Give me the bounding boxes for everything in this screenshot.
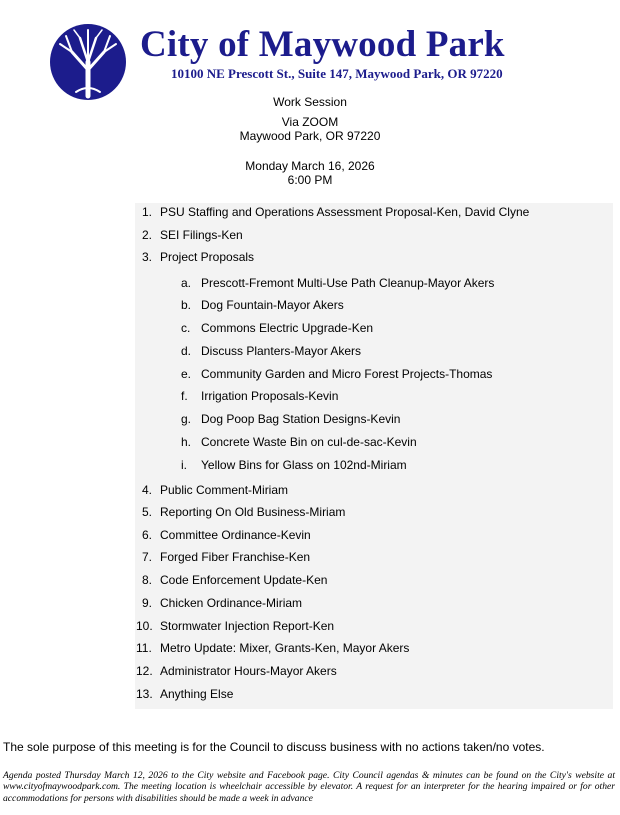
meeting-purpose: The sole purpose of this meeting is for the Council to discuss business with no actions taken/no votes. bbox=[3, 740, 545, 754]
agenda-item-number: 10. bbox=[136, 619, 153, 633]
agenda-item-text: Project Proposals bbox=[160, 250, 255, 264]
agenda-item-text: Forged Fiber Franchise-Ken bbox=[160, 550, 311, 564]
city-name: City of Maywood Park bbox=[140, 24, 505, 65]
agenda-item-number: 9. bbox=[142, 596, 153, 610]
agenda-subitem-text: Dog Fountain-Mayor Akers bbox=[201, 298, 344, 312]
agenda-subitem-text: Yellow Bins for Glass on 102nd-Miriam bbox=[201, 458, 407, 472]
tree-logo-icon bbox=[46, 22, 130, 102]
meeting-location: Maywood Park, OR 97220 bbox=[239, 129, 381, 143]
agenda-item-text: Committee Ordinance-Kevin bbox=[160, 528, 311, 542]
agenda-item-text: Public Comment-Miriam bbox=[160, 483, 289, 497]
agenda-subitem-text: Community Garden and Micro Forest Projects-Thomas bbox=[201, 367, 493, 381]
agenda-subitem-letter: i. bbox=[181, 458, 187, 472]
agenda-item-number: 11. bbox=[136, 641, 152, 655]
agenda-item-text: Metro Update: Mixer, Grants-Ken, Mayor Akers bbox=[160, 641, 410, 655]
agenda-subitem-letter: d. bbox=[181, 344, 192, 358]
agenda-item-text: Code Enforcement Update-Ken bbox=[160, 573, 328, 587]
agenda-subitem-text: Prescott-Fremont Multi-Use Path Cleanup-Mayor Akers bbox=[201, 276, 495, 290]
agenda-item-number: 6. bbox=[142, 528, 153, 542]
agenda-item-number: 13. bbox=[136, 687, 153, 701]
agenda-item-text: Stormwater Injection Report-Ken bbox=[160, 619, 335, 633]
agenda-subitem-letter: c. bbox=[181, 321, 191, 335]
agenda-subitem-letter: g. bbox=[181, 412, 192, 426]
agenda-item-text: SEI Filings-Ken bbox=[160, 228, 243, 242]
agenda-list bbox=[135, 203, 613, 709]
agenda-item-number: 12. bbox=[136, 664, 153, 678]
meeting-date: Monday March 16, 2026 bbox=[245, 159, 375, 173]
agenda-subitem-text: Concrete Waste Bin on cul-de-sac-Kevin bbox=[201, 435, 417, 449]
agenda-item-number: 5. bbox=[142, 505, 153, 519]
agenda-item-text: Administrator Hours-Mayor Akers bbox=[160, 664, 337, 678]
agenda-subitem-letter: h. bbox=[181, 435, 192, 449]
agenda-subitem-text: Dog Poop Bag Station Designs-Kevin bbox=[201, 412, 401, 426]
agenda-subitem-letter: b. bbox=[181, 298, 192, 312]
posting-notice: Agenda posted Thursday March 12, 2026 to the City website and Facebook page. City Council agendas & minutes can be found on the City's website at www.cityofmaywoodpark.com. The meeting location is wheelchair accessible by elevator. A request for an interpreter for the hearing impaired or for other accommodations for persons with disabilities should be made a week in advance bbox=[3, 770, 615, 804]
meeting-time: 6:00 PM bbox=[287, 173, 333, 187]
agenda-item-number: 8. bbox=[142, 573, 153, 587]
agenda-subitem-text: Irrigation Proposals-Kevin bbox=[201, 389, 339, 403]
agenda-item-text: PSU Staffing and Operations Assessment Proposal-Ken, David Clyne bbox=[160, 205, 530, 219]
agenda-subitem-letter: e. bbox=[181, 367, 192, 381]
agenda-item-number: 3. bbox=[142, 250, 153, 264]
agenda-item-number: 2. bbox=[142, 228, 153, 242]
agenda-item-text: Chicken Ordinance-Miriam bbox=[160, 596, 303, 610]
meeting-venue: Via ZOOM bbox=[281, 115, 339, 129]
meeting-type: Work Session bbox=[273, 95, 347, 109]
city-address: 10100 NE Prescott St., Suite 147, Maywood Park, OR 97220 bbox=[171, 66, 503, 81]
agenda-item-number: 1. bbox=[142, 205, 153, 219]
agenda-item-text: Reporting On Old Business-Miriam bbox=[160, 505, 346, 519]
agenda-item-text: Anything Else bbox=[160, 687, 234, 701]
agenda-item-number: 7. bbox=[142, 550, 153, 564]
agenda-item-number: 4. bbox=[142, 483, 153, 497]
agenda-subitem-letter: f. bbox=[181, 389, 188, 403]
agenda-subitem-letter: a. bbox=[181, 276, 192, 290]
agenda-subitem-text: Commons Electric Upgrade-Ken bbox=[201, 321, 374, 335]
agenda-subitem-text: Discuss Planters-Mayor Akers bbox=[201, 344, 362, 358]
